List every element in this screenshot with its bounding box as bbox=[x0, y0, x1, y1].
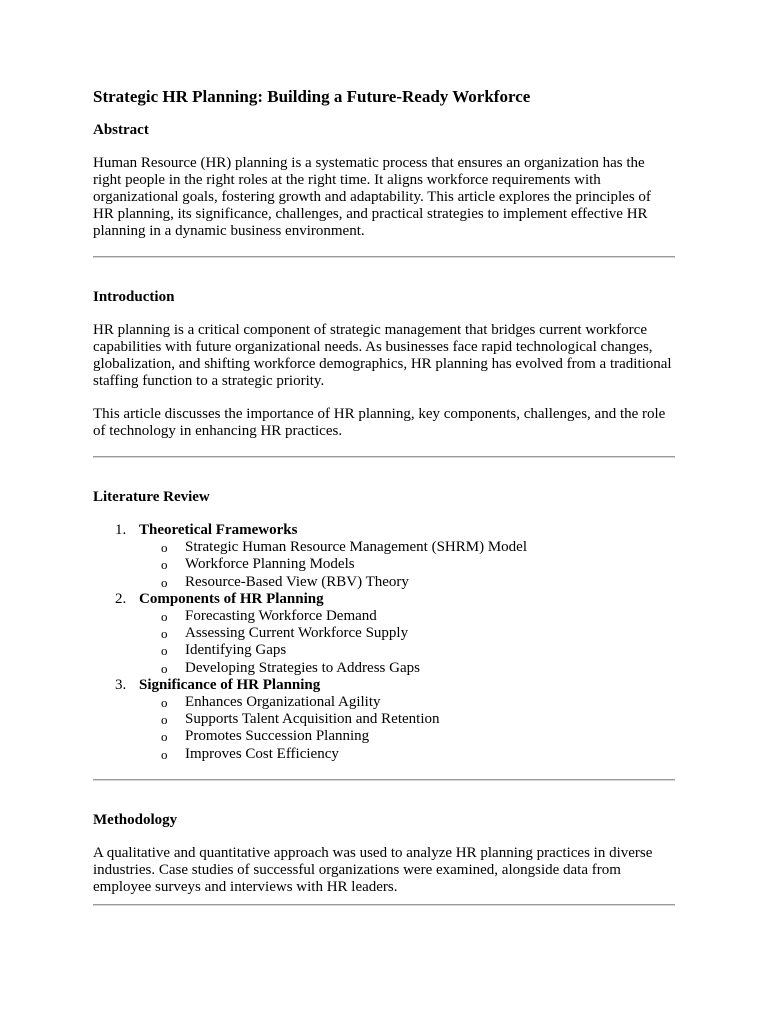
bullet-icon: o bbox=[161, 695, 168, 711]
sub-list-item bbox=[139, 539, 675, 556]
sub-list bbox=[139, 694, 675, 763]
literature-review-list bbox=[93, 522, 675, 763]
bullet-icon: o bbox=[161, 540, 168, 556]
list-section-title: Components of HR Planning bbox=[139, 590, 324, 607]
abstract-heading: Abstract bbox=[93, 122, 149, 138]
bullet-icon: o bbox=[161, 574, 168, 590]
bullet-icon: o bbox=[161, 626, 168, 642]
sub-list-item-text: Promotes Succession Planning bbox=[185, 728, 370, 745]
sub-list-item-text: Supports Talent Acquisition and Retention bbox=[185, 711, 440, 728]
sub-list-item-text: Improves Cost Efficiency bbox=[185, 745, 339, 762]
introduction-heading: Introduction bbox=[93, 289, 175, 305]
sub-list-item bbox=[139, 746, 675, 763]
sub-list-item bbox=[139, 608, 675, 625]
methodology-heading: Methodology bbox=[93, 811, 178, 828]
bullet-icon: o bbox=[161, 729, 168, 745]
sub-list-item-text: Identifying Gaps bbox=[185, 642, 287, 659]
document-title: Strategic HR Planning: Building a Future-Ready Workforce bbox=[93, 87, 531, 106]
bullet-icon: o bbox=[161, 660, 168, 676]
list-number: 3. bbox=[115, 676, 127, 693]
introduction-paragraph-1: HR planning is a critical component of strategic management that bridges current workforce capabilities with future organizational needs. As businesses face rapid technological changes, globalization, and shifting workforce demographics, HR planning has evolved from a traditional staffing function to a strategic priority. bbox=[93, 322, 672, 389]
sub-list-item-text: Resource-Based View (RBV) Theory bbox=[185, 573, 409, 590]
sub-list bbox=[139, 539, 675, 591]
bullet-icon: o bbox=[161, 746, 168, 762]
sub-list-item bbox=[139, 625, 675, 642]
bullet-icon: o bbox=[161, 557, 168, 573]
sub-list-item bbox=[139, 660, 675, 677]
sub-list-item bbox=[139, 556, 675, 573]
sub-list-item bbox=[139, 711, 675, 728]
sub-list-item bbox=[139, 728, 675, 745]
list-number: 2. bbox=[115, 590, 127, 607]
sub-list-item-text: Forecasting Workforce Demand bbox=[185, 608, 377, 625]
list-number: 1. bbox=[115, 522, 127, 538]
methodology-text: A qualitative and quantitative approach was used to analyze HR planning practices in diverse industries. Case studies of successful organizations were examined, alongside data from employee surveys and interviews with HR leaders. bbox=[93, 844, 653, 895]
list-section-title: Theoretical Frameworks bbox=[139, 522, 298, 538]
sub-list-item-text: Strategic Human Resource Management (SHRM) Model bbox=[185, 539, 528, 556]
list-item bbox=[93, 591, 675, 677]
abstract-text: Human Resource (HR) planning is a systematic process that ensures an organization has the right people in the right roles at the right time. It aligns workforce requirements with organizational goals, fostering growth and adaptability. This article explores the principles of HR planning, its significance, challenges, and practical strategies to implement effective HR planning in a dynamic business environment. bbox=[93, 155, 651, 239]
list-item bbox=[93, 522, 675, 591]
sub-list-item-text: Assessing Current Workforce Supply bbox=[185, 625, 409, 642]
section-divider bbox=[93, 904, 675, 906]
sub-list bbox=[139, 608, 675, 677]
document-page bbox=[93, 86, 675, 906]
sub-list-item-text: Workforce Planning Models bbox=[185, 556, 355, 573]
bullet-icon: o bbox=[161, 609, 168, 625]
literature-review-heading: Literature Review bbox=[93, 489, 210, 505]
sub-list-item-text: Developing Strategies to Address Gaps bbox=[185, 659, 420, 676]
list-section-title: Significance of HR Planning bbox=[139, 676, 321, 693]
sub-list-item bbox=[139, 574, 675, 591]
list-item bbox=[93, 677, 675, 763]
sub-list-item bbox=[139, 642, 675, 659]
sub-list-item bbox=[139, 694, 675, 711]
bullet-icon: o bbox=[161, 643, 168, 659]
sub-list-item-text: Enhances Organizational Agility bbox=[185, 694, 381, 711]
bullet-icon: o bbox=[161, 712, 168, 728]
introduction-paragraph-2: This article discusses the importance of HR planning, key components, challenges, and the role of technology in enhancing HR practices. bbox=[93, 406, 666, 439]
